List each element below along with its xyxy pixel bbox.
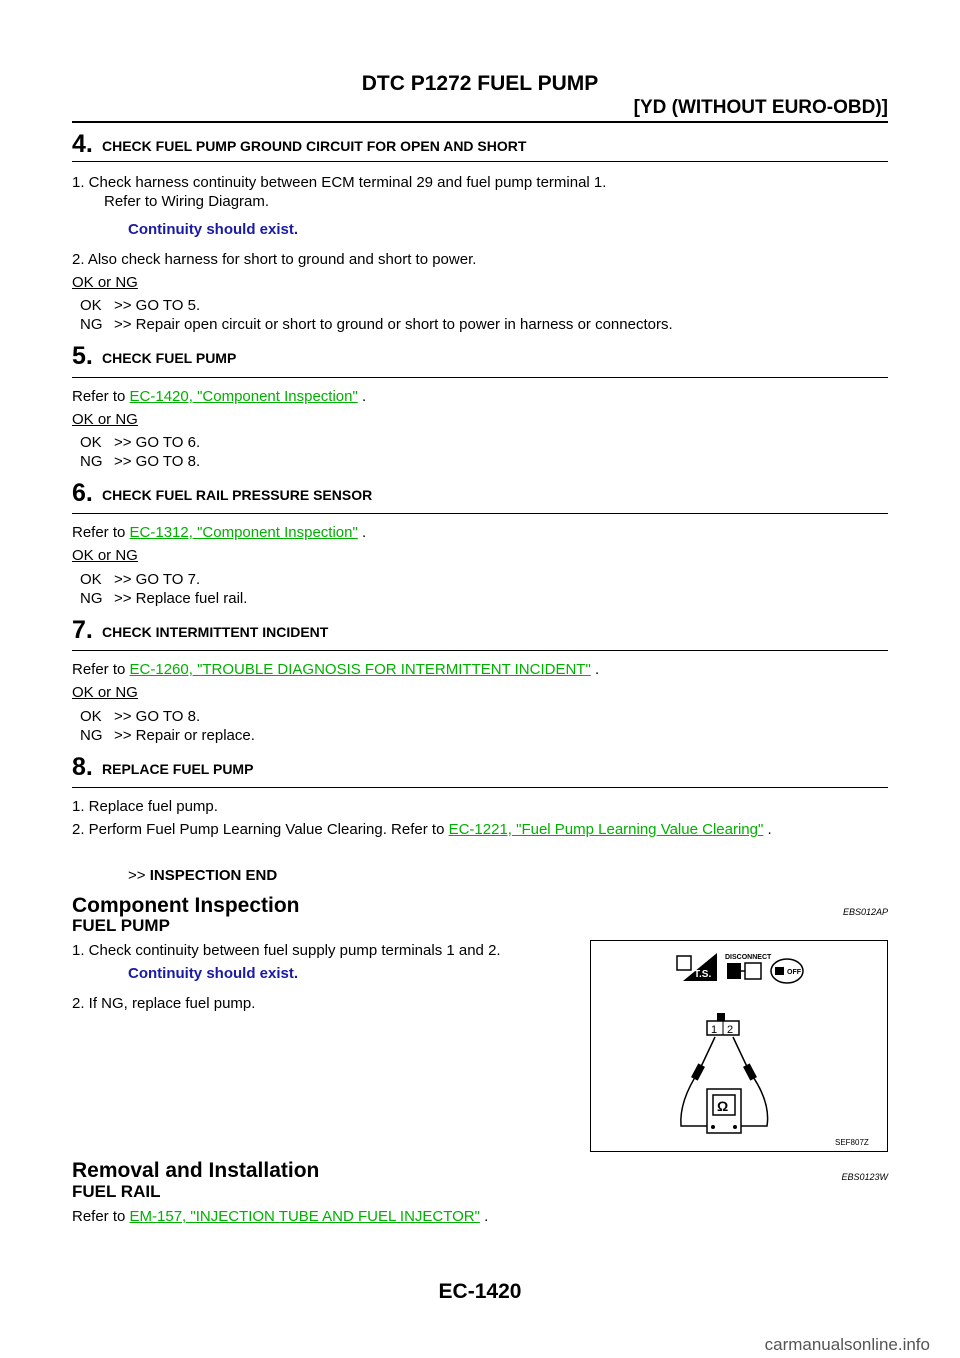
refer-prefix: Refer to bbox=[72, 1208, 130, 1225]
watermark: carmanualsonline.info bbox=[764, 1335, 930, 1354]
off-label: OFF bbox=[787, 969, 801, 976]
refer-line bbox=[72, 1207, 488, 1227]
ok-or-ng-label: OK or NG bbox=[72, 274, 138, 291]
option-value: >> Replace fuel rail. bbox=[114, 590, 248, 607]
ok-option bbox=[80, 433, 200, 453]
step-title: CHECK INTERMITTENT INCIDENT bbox=[102, 624, 329, 640]
step-rule bbox=[72, 513, 888, 514]
option-value: >> GO TO 7. bbox=[114, 571, 201, 588]
ts-label: T.S. bbox=[694, 969, 712, 980]
page-title: DTC P1272 FUEL PUMP bbox=[361, 72, 599, 95]
ts-icon bbox=[677, 953, 717, 981]
step-number: 6. bbox=[72, 479, 93, 507]
section-subtitle: FUEL PUMP bbox=[72, 916, 170, 935]
option-key: OK bbox=[80, 297, 102, 314]
ec-1312-link[interactable]: EC-1312, "Component Inspection" bbox=[129, 524, 358, 541]
spec-note: Continuity should exist. bbox=[128, 965, 299, 982]
step-number: 4. bbox=[72, 130, 93, 158]
refer-line bbox=[72, 820, 772, 840]
option-value: >> Repair or replace. bbox=[114, 727, 255, 744]
ec-1420-link[interactable]: EC-1420, "Component Inspection" bbox=[129, 388, 358, 405]
refer-suffix: . bbox=[357, 388, 367, 405]
ok-or-ng-label: OK or NG bbox=[72, 684, 138, 701]
option-value: >> GO TO 6. bbox=[114, 434, 201, 451]
instruction: 1. Replace fuel pump. bbox=[72, 798, 218, 815]
step-number: 7. bbox=[72, 616, 93, 644]
ng-option bbox=[80, 452, 200, 472]
refer-line bbox=[72, 523, 366, 543]
connector-icon bbox=[707, 1013, 739, 1036]
ignition-off-icon bbox=[771, 959, 803, 983]
option-key: OK bbox=[80, 708, 102, 725]
refer-suffix: . bbox=[357, 524, 367, 541]
section-title: Removal and Installation bbox=[72, 1159, 320, 1182]
section-code: EBS012AP bbox=[842, 907, 888, 917]
continuity-diagram bbox=[591, 941, 887, 1151]
option-value: >> GO TO 5. bbox=[114, 297, 201, 314]
refer-suffix: . bbox=[590, 661, 600, 678]
step-rule bbox=[72, 787, 888, 788]
option-value: >> GO TO 8. bbox=[114, 453, 201, 470]
instruction: 2. Perform Fuel Pump Learning Value Clearing. Refer to bbox=[72, 821, 449, 838]
figure-code: SEF807Z bbox=[835, 1138, 869, 1147]
instruction: 1. Check harness continuity between ECM terminal 29 and fuel pump terminal 1. bbox=[72, 174, 607, 191]
refer-suffix: . bbox=[479, 1208, 489, 1225]
step-number: 8. bbox=[72, 753, 93, 781]
end-label: INSPECTION END bbox=[149, 867, 278, 884]
ohm-symbol: Ω bbox=[717, 1098, 729, 1114]
refer-prefix: Refer to bbox=[72, 388, 130, 405]
ohmmeter-icon bbox=[707, 1089, 741, 1133]
terminal-2-label: 2 bbox=[727, 1024, 734, 1036]
page-number: EC-1420 bbox=[438, 1280, 522, 1303]
section-title: Component Inspection bbox=[72, 894, 300, 917]
option-key: NG bbox=[80, 727, 103, 744]
step-number: 5. bbox=[72, 342, 93, 370]
end-prefix: >> bbox=[128, 867, 150, 884]
page-subtitle: [YD (WITHOUT EURO-OBD)] bbox=[633, 97, 888, 118]
refer-line bbox=[72, 660, 599, 680]
step-title: CHECK FUEL PUMP bbox=[102, 350, 237, 366]
inspection-figure bbox=[590, 940, 888, 1152]
option-key: NG bbox=[80, 316, 103, 333]
inspection-end bbox=[128, 866, 277, 886]
section-subtitle: FUEL RAIL bbox=[72, 1182, 161, 1201]
ok-option bbox=[80, 296, 200, 316]
refer-prefix: Refer to bbox=[72, 524, 130, 541]
ok-option bbox=[80, 707, 200, 727]
ng-option bbox=[80, 589, 247, 609]
disconnect-icon bbox=[725, 954, 772, 979]
instruction: 2. If NG, replace fuel pump. bbox=[72, 995, 256, 1012]
refer-line bbox=[72, 387, 366, 407]
instruction: 2. Also check harness for short to ground and short to power. bbox=[72, 251, 477, 268]
section-code: EBS0123W bbox=[841, 1172, 888, 1182]
step-rule bbox=[72, 377, 888, 378]
ng-option bbox=[80, 726, 255, 746]
instruction: 1. Check continuity between fuel supply pump terminals 1 and 2. bbox=[72, 942, 501, 959]
em-157-link[interactable]: EM-157, "INJECTION TUBE AND FUEL INJECTOR" bbox=[129, 1208, 480, 1225]
disconnect-label: DISCONNECT bbox=[725, 954, 772, 961]
step-title: CHECK FUEL RAIL PRESSURE SENSOR bbox=[102, 487, 373, 503]
terminal-1-label: 1 bbox=[711, 1024, 718, 1036]
ok-option bbox=[80, 570, 200, 590]
ok-or-ng-label: OK or NG bbox=[72, 547, 138, 564]
ec-1221-link[interactable]: EC-1221, "Fuel Pump Learning Value Clearing" bbox=[448, 821, 764, 838]
option-key: OK bbox=[80, 571, 102, 588]
refer-suffix: . bbox=[763, 821, 772, 838]
spec-note: Continuity should exist. bbox=[128, 221, 299, 238]
option-value: >> GO TO 8. bbox=[114, 708, 201, 725]
ec-1260-link[interactable]: EC-1260, "TROUBLE DIAGNOSIS FOR INTERMITTENT INCIDENT" bbox=[129, 661, 591, 678]
refer-prefix: Refer to bbox=[72, 661, 130, 678]
step-title: REPLACE FUEL PUMP bbox=[102, 761, 254, 777]
option-key: OK bbox=[80, 434, 102, 451]
option-key: NG bbox=[80, 590, 103, 607]
option-value: >> Repair open circuit or short to ground or short to power in harness or connectors. bbox=[114, 316, 673, 333]
ng-option bbox=[80, 315, 673, 335]
step-rule bbox=[72, 650, 888, 651]
step-rule bbox=[72, 161, 888, 162]
header-rule bbox=[72, 121, 888, 123]
ok-or-ng-label: OK or NG bbox=[72, 411, 138, 428]
instruction: Refer to Wiring Diagram. bbox=[104, 193, 270, 210]
step-title: CHECK FUEL PUMP GROUND CIRCUIT FOR OPEN AND SHORT bbox=[102, 138, 527, 154]
option-key: NG bbox=[80, 453, 103, 470]
